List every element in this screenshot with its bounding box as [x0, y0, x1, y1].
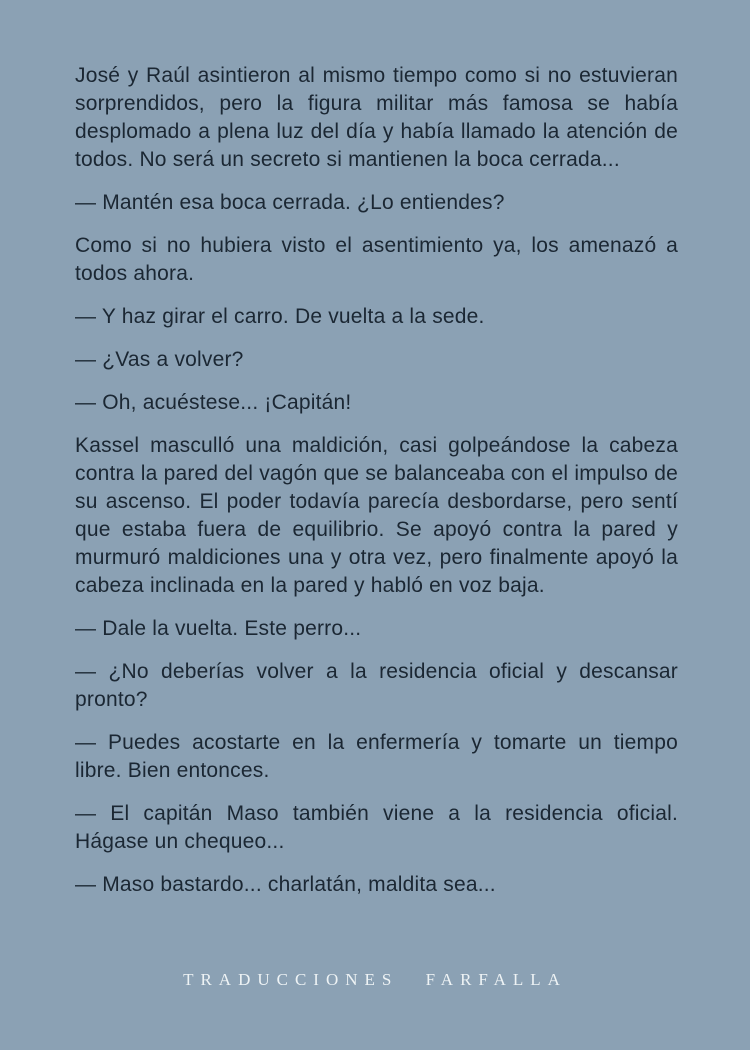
paragraph-dialogue: — Dale la vuelta. Este perro... — [75, 617, 362, 640]
paragraph-dialogue: — Oh, acuéstese... ¡Capitán! — [75, 391, 352, 414]
paragraph-dialogue: — Puedes acostarte en la enfermería y tomarte un tiempo libre. Bien entonces. — [75, 731, 678, 782]
paragraph-narration: José y Raúl asintieron al mismo tiempo como si no estuvieran sorprendidos, pero la figura militar más famosa se había desplomado a plena luz del día y había llamado la atención de todos. No será un secreto si mantienen la boca cerrada... — [75, 64, 678, 171]
paragraph-dialogue: — Y haz girar el carro. De vuelta a la sede. — [75, 305, 485, 328]
paragraph-dialogue: — El capitán Maso también viene a la residencia oficial. Hágase un chequeo... — [75, 802, 678, 853]
paragraph-dialogue: — Maso bastardo... charlatán, maldita sea... — [75, 873, 496, 896]
paragraph-dialogue: — ¿No deberías volver a la residencia oficial y descansar pronto? — [75, 660, 678, 711]
paragraph-dialogue: — Mantén esa boca cerrada. ¿Lo entiendes? — [75, 191, 505, 214]
translator-credit: TRADUCCIONES FARFALLA — [183, 970, 567, 989]
paragraph-dialogue: — ¿Vas a volver? — [75, 348, 244, 371]
paragraph-narration: Kassel masculló una maldición, casi golpeándose la cabeza contra la pared del vagón que se balanceaba con el impulso de su ascenso. El poder todavía parecía desbordarse, pero sentí que estaba fuera de equilibrio. Se apoyó contra la pared y murmuró maldiciones una y otra vez, pero finalmente apoyó la cabeza inclinada en la pared y habló en voz baja. — [75, 434, 678, 597]
paragraph-narration: Como si no hubiera visto el asentimiento ya, los amenazó a todos ahora. — [75, 234, 678, 285]
